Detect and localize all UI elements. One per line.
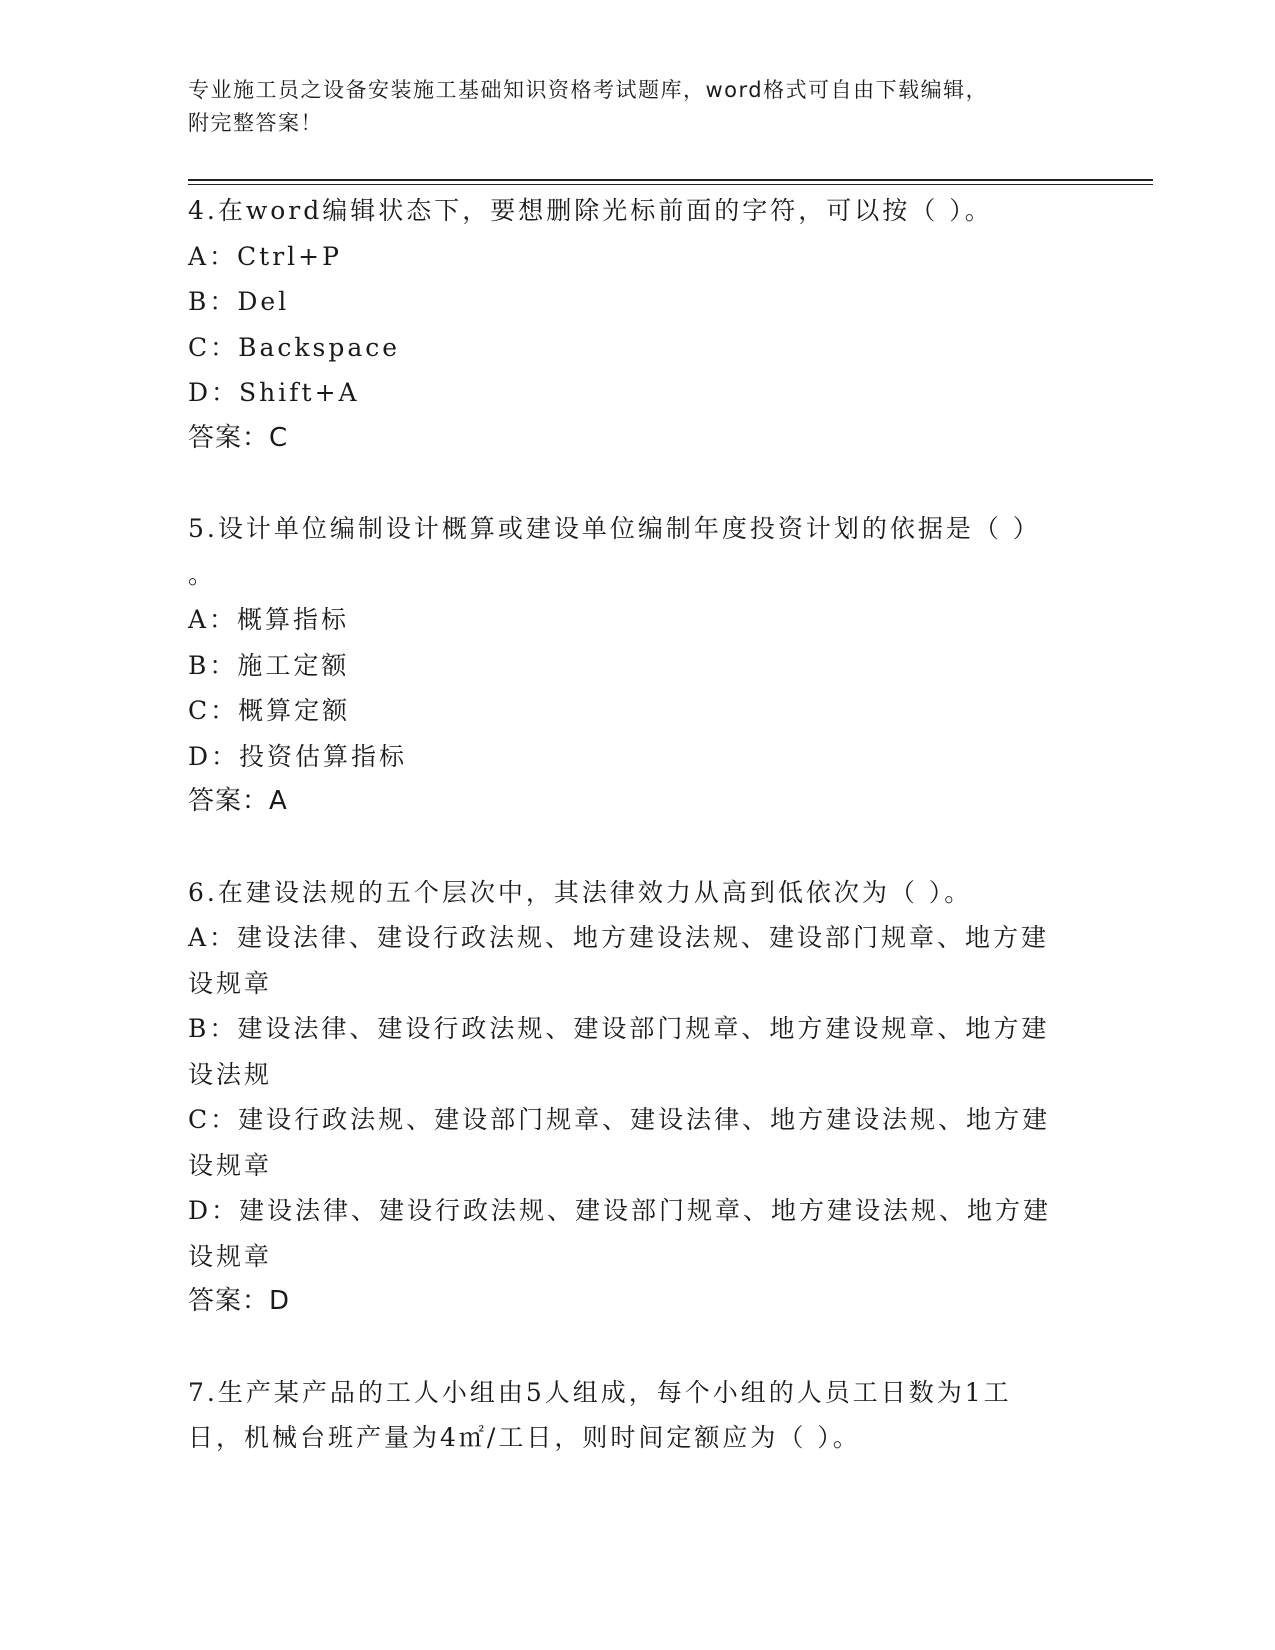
question-spacer [188,1325,1078,1370]
question-7 [188,1370,1078,1461]
option-line: 设规章 [188,1150,273,1180]
option-a [188,915,1078,1006]
stem-line: 7.生产某产品的工人小组由5人组成，每个小组的人员工日数为1工 [188,1377,1012,1407]
stem-line: 。 [188,559,217,589]
question-stem [188,188,1078,234]
stem-line: 4.在word编辑状态下，要想删除光标前面的字符，可以按（ ）。 [188,196,993,225]
question-stem [188,870,1078,916]
option-c: C：Backspace [188,332,401,362]
question-stem [188,506,1078,597]
header-rule-thin [188,184,1153,185]
answer-line: 答案：A [188,786,288,816]
option-d: D：投资估算指标 [188,741,408,771]
question-spacer [188,461,1078,506]
header-line-2: 附完整答案！ [188,111,323,135]
option-line: A：建设法律、建设行政法规、地方建设法规、建设部门规章、地方建 [188,923,1050,952]
question-5 [188,506,1078,825]
stem-line: 6.在建设法规的五个层次中，其法律效力从高到低依次为（ ）。 [188,877,973,907]
option-line: D：建设法律、建设行政法规、建设部门规章、地方建设法规、地方建 [188,1196,1052,1225]
option-line: 设规章 [188,968,273,998]
option-b: B：Del [188,287,290,316]
option-line: 设法规 [188,1059,273,1089]
answer-line: 答案：C [188,422,289,453]
option-a: A：概算指标 [188,605,350,634]
question-6 [188,870,1078,1325]
option-line: B：建设法律、建设行政法规、建设部门规章、地方建设规章、地方建 [188,1014,1050,1043]
header-line-1: 专业施工员之设备安装施工基础知识资格考试题库，word格式可自由下载编辑， [188,78,989,102]
document-header [188,74,1068,140]
question-list [188,188,1078,1461]
header-rule-thick [188,179,1153,181]
option-c [188,1097,1078,1188]
option-b [188,1006,1078,1097]
question-stem [188,1370,1078,1461]
option-d [188,1188,1078,1279]
stem-line: 日，机械台班产量为4㎡/工日，则时间定额应为（ ）。 [188,1423,861,1452]
question-4 [188,188,1078,461]
option-line: C：建设行政法规、建设部门规章、建设法律、地方建设法规、地方建 [188,1105,1051,1134]
option-c: C：概算定额 [188,696,351,725]
answer-line: 答案：D [188,1286,291,1316]
option-b: B：施工定额 [188,650,350,680]
option-d: D：Shift+A [188,378,360,407]
stem-line: 5.设计单位编制设计概算或建设单位编制年度投资计划的依据是（ ） [188,514,1041,543]
option-a: A：Ctrl+P [188,241,342,271]
option-line: 设规章 [188,1241,273,1271]
question-spacer [188,825,1078,870]
